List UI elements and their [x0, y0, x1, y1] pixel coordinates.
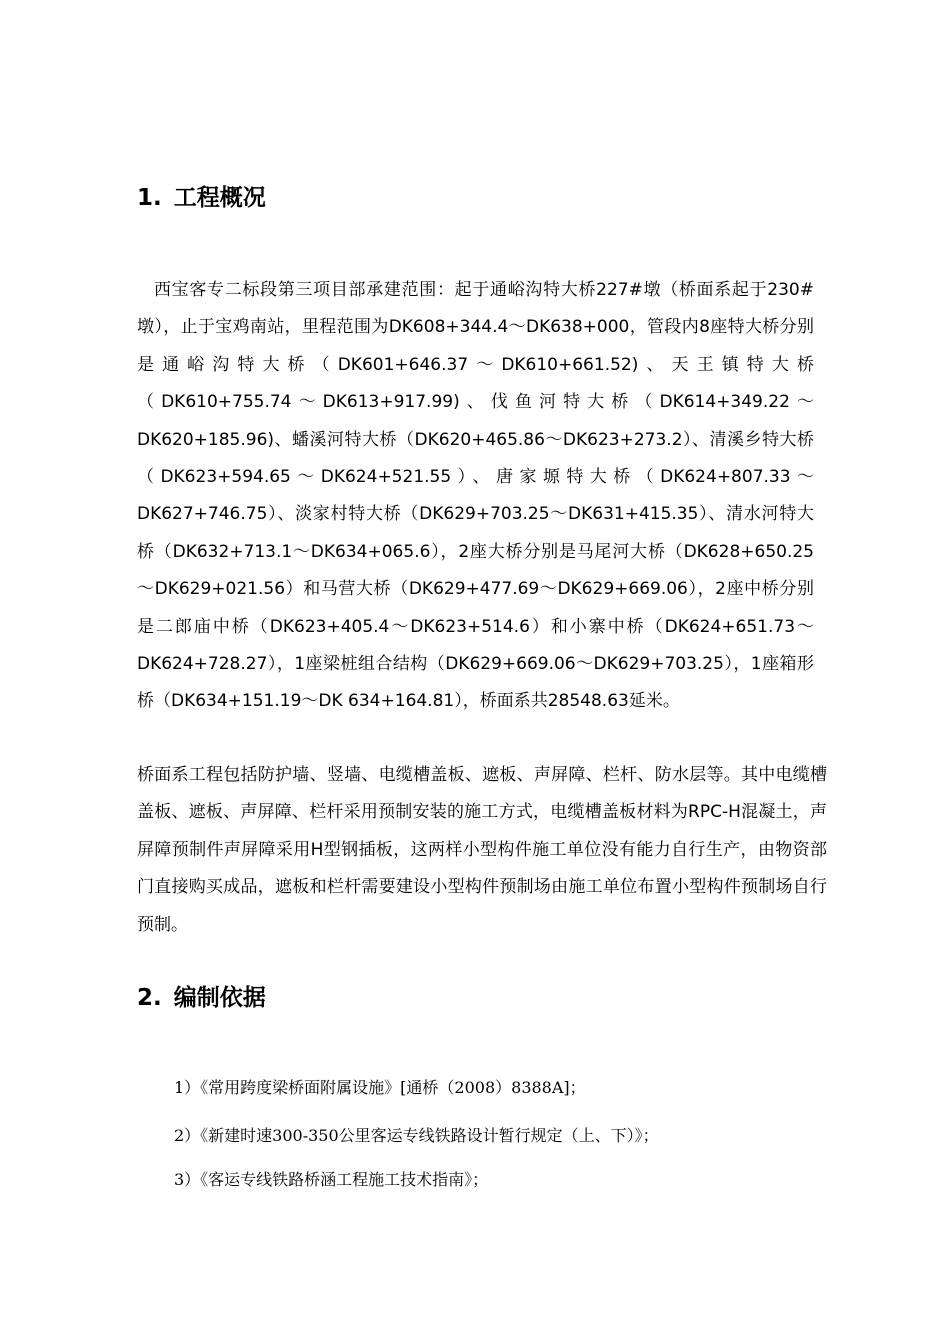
section-heading-overview — [137, 183, 266, 213]
section-heading-basis — [137, 983, 266, 1013]
overview-paragraph-scope: 西宝客专二标段第三项目部承建范围：起于通峪沟特大桥227#墩（桥面系起于230#墩），止于宝鸡南站，里程范围为DK608+344.4～DK638+000，管段内8座特大桥分别是通峪沟特大桥（DK601+646.37～DK610+661.52)、天王镇特大桥（DK610+755.74～DK613+917.99)、伐鱼河特大桥（DK614+349.22～DK620+185.96)、蟠溪河特大桥（DK620+465.86～DK623+273.2）、清溪乡特大桥（DK623+594.65～DK624+521.55）、唐家塬特大桥（DK624+807.33～DK627+746.75）、淡家村特大桥（DK629+703.25～DK631+415.35）、清水河特大桥（DK632+713.1～DK634+065.6），2座大桥分别是马尾河大桥（DK628+650.25～DK629+021.56）和马营大桥（DK629+477.69～DK629+669.06），2座中桥分别是二郎庙中桥（DK623+405.4～DK623+514.6）和小寨中桥（DK624+651.73～DK624+728.27），1座梁桩组合结构（DK629+669.06～DK629+703.25），1座箱形桥（DK634+151.19～DK 634+164.81），桥面系共28548.63延米。 — [137, 280, 814, 712]
section-number: 2. — [137, 985, 162, 1011]
section-title: 工程概况 — [173, 185, 266, 211]
reference-item: 3）《客运专线铁路桥涵工程施工技术指南》； — [174, 1170, 489, 1189]
overview-paragraph-deck-system: 桥面系工程包括防护墙、竖墙、电缆槽盖板、遮板、声屏障、栏杆、防水层等。其中电缆槽盖板、遮板、声屏障、栏杆采用预制安装的施工方式，电缆槽盖板材料为RPC-H混凝土，声屏障预制件声屏障采用H型钢插板，这两样小型构件施工单位没有能力自行生产，由物资部门直接购买成品，遮板和栏杆需要建设小型构件预制场由施工单位布置小型构件预制场自行预制。 — [137, 765, 827, 935]
section-number: 1. — [137, 185, 162, 211]
reference-item: 1）《常用跨度梁桥面附属设施》[通桥（2008）8388A]； — [174, 1078, 586, 1097]
reference-item: 2）《新建时速300-350公里客运专线铁路设计暂行规定（上、下）》； — [174, 1126, 659, 1145]
section-title: 编制依据 — [173, 985, 266, 1011]
